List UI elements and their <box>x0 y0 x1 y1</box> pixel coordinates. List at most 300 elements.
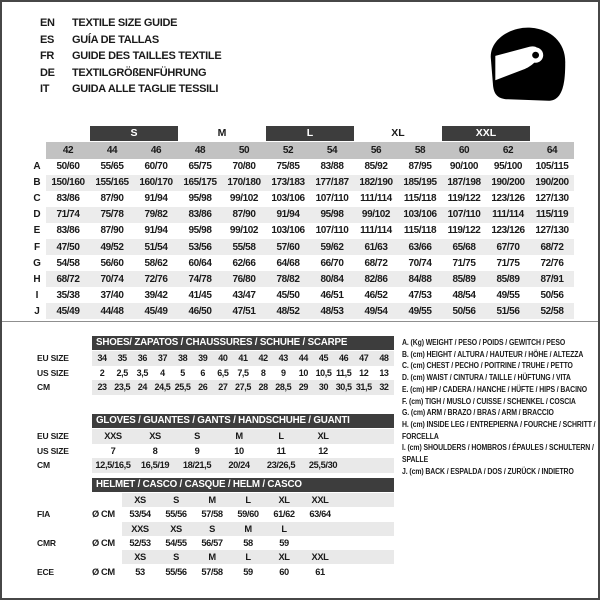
measurement-value: 68/72 <box>364 257 388 269</box>
size-number: 42 <box>46 142 90 159</box>
measurement-value: 52/58 <box>530 303 574 319</box>
measurement-value: 91/94 <box>144 225 168 237</box>
measurement-value: 71/75 <box>496 257 520 269</box>
row-label: US SIZE <box>37 445 69 456</box>
size-value: 58 <box>243 538 253 549</box>
size-value: 37 <box>157 353 168 364</box>
language-title: GUIDA ALLE TAGLIE TESSILI <box>72 83 219 96</box>
helmet-table-row <box>92 550 394 564</box>
size-value: 26 <box>198 382 208 393</box>
size-value: 10 <box>234 445 244 456</box>
measurement-value: 187/198 <box>442 175 486 191</box>
size-value: 48 <box>379 353 389 364</box>
measurement-value: 76/80 <box>222 271 266 287</box>
measurement-value: 95/98 <box>310 207 354 223</box>
legend-entry: I. (cm) SHOULDERS / HOMBROS / ÉPAULES / SCHULTERN / SPALLE <box>402 443 594 465</box>
textile-size-table <box>28 123 574 319</box>
size-value: 36 <box>137 353 147 364</box>
measurement-value: 79/82 <box>134 207 178 223</box>
measurement-value: 87/90 <box>100 193 124 205</box>
measurement-value: 119/122 <box>447 193 481 205</box>
size-value: 25,5 <box>174 382 191 393</box>
language-code: DE <box>40 66 55 79</box>
size-number: 44 <box>90 142 134 159</box>
measurement-value: 48/53 <box>310 303 354 319</box>
shoes-table-row <box>92 380 394 395</box>
size-value: 46 <box>339 353 349 364</box>
measurement-value: 87/91 <box>530 271 574 287</box>
helmet-table-row <box>92 536 394 550</box>
size-value: 44 <box>298 353 308 364</box>
size-value: L <box>230 493 266 507</box>
measurement-value: 46/51 <box>320 289 344 301</box>
measurement-value: 111/114 <box>486 207 530 223</box>
shoes-table-row <box>92 351 394 366</box>
measurement-value: 46/52 <box>364 289 388 301</box>
size-value: 53/54 <box>129 509 151 520</box>
size-value: 61 <box>315 566 325 577</box>
measurement-key: B <box>33 177 41 189</box>
language-item <box>40 32 221 49</box>
legend-entry: G. (cm) ARM / BRAZO / BRAS / ARM / BRACCIO <box>402 408 554 418</box>
measurement-value: 155/165 <box>90 175 134 191</box>
measurement-value: 99/102 <box>229 225 259 237</box>
measurement-value: 51/54 <box>134 239 178 255</box>
size-value: 60 <box>279 566 289 577</box>
size-value: 47 <box>359 353 369 364</box>
measurement-value: 91/94 <box>144 193 168 205</box>
measurement-value: 53/56 <box>178 239 222 255</box>
measurement-value: 87/95 <box>408 161 432 173</box>
measurement-value: 160/170 <box>134 175 178 191</box>
measurement-value: 48/52 <box>266 303 310 319</box>
row-label: EU SIZE <box>37 431 69 442</box>
measurement-value: 49/54 <box>354 303 398 319</box>
gloves-table-row <box>92 429 394 444</box>
size-value: 59 <box>243 566 253 577</box>
measurement-value: 75/85 <box>276 161 300 173</box>
size-value: 57/58 <box>201 509 223 520</box>
measurement-row <box>28 239 574 255</box>
size-value: 30 <box>318 382 329 393</box>
measurement-value: 83/86 <box>56 225 80 237</box>
size-value: 7,5 <box>237 367 249 378</box>
measurement-value: 95/98 <box>188 225 212 237</box>
size-value: 28,5 <box>275 382 292 393</box>
measurement-value: 127/130 <box>535 225 569 237</box>
measurement-value: 85/92 <box>364 161 388 173</box>
language-title-list <box>40 15 221 98</box>
size-value: 23 <box>97 382 107 393</box>
unit-label: Ø CM <box>92 509 115 520</box>
measurement-value: 63/66 <box>398 239 442 255</box>
measurement-value: 54/58 <box>56 257 80 269</box>
measurement-value: 150/160 <box>46 175 90 191</box>
size-value: M <box>230 522 266 536</box>
size-number: 50 <box>222 142 266 159</box>
size-value: 16,5/19 <box>140 460 170 471</box>
gloves-table-row <box>92 444 394 459</box>
size-value: 34 <box>97 353 107 364</box>
size-value: 32 <box>379 382 389 393</box>
size-value: 5 <box>180 367 185 378</box>
size-group-label: S <box>90 126 178 141</box>
size-value: 7 <box>110 445 116 456</box>
size-value: 31,5 <box>355 382 372 393</box>
size-value: 18/21,5 <box>182 460 212 471</box>
size-value: XL <box>317 431 329 442</box>
measurement-value: 68/72 <box>530 239 574 255</box>
size-value: XL <box>266 550 302 564</box>
measurement-value: 48/54 <box>452 289 476 301</box>
size-value: 12,5/16,5 <box>95 460 131 471</box>
measurement-value: 43/47 <box>232 289 256 301</box>
row-label: EU SIZE <box>37 353 69 364</box>
row-label <box>37 522 92 536</box>
row-label <box>37 493 92 507</box>
size-value: 59/60 <box>237 509 259 520</box>
language-code: IT <box>40 83 50 96</box>
measurement-value: 105/115 <box>535 161 569 173</box>
size-value: 29 <box>298 382 308 393</box>
language-title: TEXTILE SIZE GUIDE <box>72 17 178 30</box>
corner-spacer <box>28 142 46 159</box>
measurement-value: 62/66 <box>232 257 256 269</box>
size-value: 53 <box>135 566 145 577</box>
size-value: 4 <box>160 367 165 378</box>
size-number: 58 <box>398 142 442 159</box>
measurement-key: H <box>33 273 41 285</box>
label-spacer <box>37 414 92 429</box>
size-value: S <box>158 550 194 564</box>
size-value: 45 <box>318 353 329 364</box>
measurement-value: 68/72 <box>46 271 90 287</box>
measurement-key: G <box>33 257 41 269</box>
unit-label: Ø CM <box>92 566 115 577</box>
gloves-table-grid <box>37 414 394 473</box>
size-value: XXL <box>302 550 338 564</box>
legend-entry: H. (cm) INSIDE LEG / ENTREPIERNA / FOURCHE / SCHRITT / FORCELLA <box>402 419 596 441</box>
section-divider <box>2 321 600 322</box>
size-value: L <box>230 550 266 564</box>
measurement-value: 47/53 <box>408 289 432 301</box>
size-value: 59 <box>279 538 289 549</box>
size-value: 13 <box>379 367 389 378</box>
size-value: 63/64 <box>309 509 331 520</box>
size-value: 25,5/30 <box>308 460 338 471</box>
measurement-value: 70/80 <box>232 161 256 173</box>
measurement-value: 64/68 <box>276 257 300 269</box>
language-item <box>40 65 221 82</box>
measurement-value: 70/74 <box>90 271 134 287</box>
measurement-key: E <box>33 225 41 237</box>
size-value: L <box>278 431 284 442</box>
measurement-value: 49/55 <box>398 303 442 319</box>
size-value: 2,5 <box>116 367 128 378</box>
language-code: FR <box>40 50 55 63</box>
measurement-value: 103/106 <box>271 225 305 237</box>
measurement-value: 115/118 <box>403 225 437 237</box>
measurement-value: 107/110 <box>315 193 349 205</box>
size-value: 40 <box>218 353 228 364</box>
measurement-value: 95/100 <box>493 161 523 173</box>
size-value: XS <box>149 431 161 442</box>
legend-entry: J. (cm) BACK / ESPALDA / DOS / ZURÜCK / INDIETRO <box>402 466 574 476</box>
size-value: 30,5 <box>335 382 352 393</box>
size-number: 62 <box>486 142 530 159</box>
measurement-value: 99/102 <box>229 193 259 205</box>
measurement-value: 60/64 <box>188 257 212 269</box>
size-value: 23/26,5 <box>266 460 296 471</box>
measurement-value: 57/60 <box>266 239 310 255</box>
helmet-table-grid <box>37 478 394 579</box>
size-value: 57/58 <box>201 566 223 577</box>
size-group-label: L <box>266 126 354 141</box>
measurement-row <box>28 207 574 223</box>
measurement-value: 65/75 <box>188 161 212 173</box>
measurement-value: 50/56 <box>540 289 564 301</box>
measurement-value: 80/84 <box>310 271 354 287</box>
size-number: 52 <box>266 142 310 159</box>
measurement-value: 70/74 <box>408 257 432 269</box>
language-item <box>40 48 221 65</box>
size-value: 61/62 <box>273 509 295 520</box>
size-value: S <box>194 522 230 536</box>
size-value: M <box>194 550 230 564</box>
size-group-label: XXL <box>442 126 530 141</box>
measurement-key: F <box>33 241 41 253</box>
measurement-value: 58/62 <box>144 257 168 269</box>
measurement-value: 85/89 <box>486 271 530 287</box>
measurement-row <box>28 223 574 239</box>
size-value: 12 <box>359 367 369 378</box>
legend-entry: B. (cm) HEIGHT / ALTURA / HAUTEUR / HÖHE / ALTEZZA <box>402 349 584 359</box>
size-number: 64 <box>530 142 574 159</box>
filler-cell <box>338 522 394 536</box>
measurement-key: J <box>34 305 40 317</box>
legend-entry: A. (Kg) WEIGHT / PESO / POIDS / GEWITCH / PESO <box>402 338 566 347</box>
measurement-value: 37/40 <box>100 289 124 301</box>
size-group-header-row <box>28 123 574 141</box>
measurement-value: 177/187 <box>310 175 354 191</box>
size-value: S <box>194 431 200 442</box>
measurement-row <box>28 175 574 191</box>
size-value: 20/24 <box>228 460 250 471</box>
helmet-table-row <box>92 493 394 507</box>
size-value: 52/53 <box>129 538 151 549</box>
measurement-value: 90/100 <box>449 161 479 173</box>
measurement-value: 111/114 <box>360 193 392 205</box>
measurement-value: 190/200 <box>530 175 574 191</box>
measurement-value: 99/102 <box>354 207 398 223</box>
language-item <box>40 81 221 98</box>
measurement-value: 123/126 <box>491 193 525 205</box>
measurement-value: 46/50 <box>178 303 222 319</box>
row-label: FIA <box>37 509 51 520</box>
size-number: 46 <box>134 142 178 159</box>
size-value: 27 <box>218 382 228 393</box>
size-value: M <box>194 493 230 507</box>
size-value: 43 <box>278 353 288 364</box>
measurement-value: 50/56 <box>442 303 486 319</box>
size-value: XS <box>122 550 158 564</box>
shoes-table-title: SHOES/ ZAPATOS / CHAUSSURES / SCHUHE / SCARPE <box>92 336 394 350</box>
measurement-value: 119/122 <box>447 225 481 237</box>
measurement-value: 49/55 <box>496 289 520 301</box>
size-value: 12 <box>318 445 328 456</box>
filler-cell <box>338 493 394 507</box>
helmet-icon <box>490 20 566 110</box>
measurement-value: 115/118 <box>403 193 437 205</box>
measurement-value: 47/50 <box>46 239 90 255</box>
size-value: 2 <box>99 367 105 378</box>
size-number: 56 <box>354 142 398 159</box>
size-group-label: M <box>217 127 227 139</box>
measurement-value: 78/82 <box>266 271 310 287</box>
measurement-value: 55/58 <box>222 239 266 255</box>
measurement-value: 51/56 <box>486 303 530 319</box>
measurement-value: 44/48 <box>90 303 134 319</box>
measurement-value: 65/68 <box>442 239 486 255</box>
size-value: XXS <box>104 431 122 442</box>
row-label: CM <box>37 460 50 471</box>
measurement-value: 71/74 <box>46 207 90 223</box>
label-spacer <box>37 336 92 351</box>
size-value: 42 <box>258 353 268 364</box>
measurement-value: 47/51 <box>222 303 266 319</box>
measurement-value: 87/90 <box>222 207 266 223</box>
gloves-size-table <box>37 414 394 473</box>
language-title: GUIDE DES TAILLES TEXTILE <box>72 50 222 63</box>
measurement-value: 103/106 <box>271 193 305 205</box>
label-spacer <box>37 478 92 493</box>
size-number-row <box>28 142 574 159</box>
language-item <box>40 15 221 32</box>
size-value: 38 <box>177 353 188 364</box>
row-label: US SIZE <box>37 367 69 378</box>
measurement-value: 66/70 <box>320 257 344 269</box>
measurement-value: 49/52 <box>90 239 134 255</box>
measurement-value: 82/86 <box>354 271 398 287</box>
size-value: XS <box>158 522 194 536</box>
measurement-value: 45/49 <box>46 303 90 319</box>
measurement-key: D <box>33 209 41 221</box>
helmet-size-table <box>37 478 394 579</box>
shoes-table-grid <box>37 336 394 395</box>
size-value: M <box>235 431 243 442</box>
filler-cell <box>338 550 394 564</box>
size-value: 28 <box>258 382 268 393</box>
measurement-key: I <box>35 289 39 301</box>
legend-entry: E. (cm) HIP / CADERA / HANCHE / HÜFTE / HIPS / BACINO <box>402 384 588 394</box>
size-value: 41 <box>238 353 248 364</box>
measurement-value: 60/70 <box>144 161 168 173</box>
legend-entry: F. (cm) TIGH / MUSLO / CUISSE / SCHENKEL / COSCIA <box>402 396 576 406</box>
language-title: GUÍA DE TALLAS <box>72 33 159 46</box>
row-label <box>37 550 92 564</box>
helmet-table-row <box>92 507 394 521</box>
size-value: 56/57 <box>201 538 223 549</box>
helmet-table-row <box>92 522 394 536</box>
measurement-value: 185/195 <box>398 175 442 191</box>
helmet-table-title: HELMET / CASCO / CASQUE / HELM / CASCO <box>92 478 394 492</box>
measurement-value: 103/106 <box>398 207 442 223</box>
size-number: 48 <box>178 142 222 159</box>
measurement-value: 127/130 <box>535 193 569 205</box>
size-value: 23,5 <box>114 382 131 393</box>
size-value: 11 <box>276 445 286 456</box>
size-group-label: XL <box>391 127 405 139</box>
measurement-value: 61/63 <box>354 239 398 255</box>
measurement-value: 50/60 <box>56 161 80 173</box>
measurement-legend <box>402 337 600 477</box>
measurement-value: 107/110 <box>315 225 349 237</box>
size-value: 10 <box>298 367 308 378</box>
size-value: L <box>266 522 302 536</box>
size-value: 11,5 <box>335 367 352 378</box>
size-value: 35 <box>117 353 127 364</box>
measurement-value: 87/90 <box>100 225 124 237</box>
size-value: S <box>158 493 194 507</box>
size-value: 9 <box>280 367 286 378</box>
measurement-value: 165/175 <box>178 175 222 191</box>
measurement-value: 39/42 <box>144 289 168 301</box>
size-value: 6,5 <box>217 367 229 378</box>
measurement-value: 83/88 <box>320 161 344 173</box>
size-value <box>302 522 338 536</box>
measurement-row <box>28 159 574 175</box>
row-label: CMR <box>37 538 56 549</box>
size-value: 3,5 <box>136 367 148 378</box>
measurement-row <box>28 255 574 271</box>
size-value: 27,5 <box>235 382 251 393</box>
measurement-value: 45/50 <box>276 289 300 301</box>
measurement-value: 35/38 <box>56 289 80 301</box>
shoes-table-row <box>92 366 394 381</box>
language-code: EN <box>40 17 55 30</box>
size-value: 54/55 <box>165 538 187 549</box>
size-value: 24,5 <box>154 382 171 393</box>
measurement-row <box>28 191 574 207</box>
size-value: 55/56 <box>165 566 187 577</box>
measurement-value: 115/119 <box>530 207 574 223</box>
size-value: XXL <box>302 493 338 507</box>
measurement-value: 83/86 <box>56 193 80 205</box>
size-value: 9 <box>194 445 200 456</box>
measurement-value: 85/89 <box>442 271 486 287</box>
gloves-table-row <box>92 458 394 473</box>
measurement-value: 59/62 <box>310 239 354 255</box>
language-code: ES <box>40 33 55 46</box>
measurement-value: 72/76 <box>540 257 564 269</box>
measurement-value: 95/98 <box>188 193 212 205</box>
measurement-value: 74/78 <box>178 271 222 287</box>
measurement-key: C <box>33 193 41 205</box>
language-title: TEXTILGRÖßENFÜHRUNG <box>72 66 207 79</box>
measurement-row <box>28 271 574 287</box>
measurement-value: 182/190 <box>354 175 398 191</box>
measurement-value: 84/88 <box>398 271 442 287</box>
measurement-value: 83/86 <box>178 207 222 223</box>
measurement-value: 55/65 <box>100 161 124 173</box>
measurement-value: 45/49 <box>134 303 178 319</box>
measurement-value: 67/70 <box>486 239 530 255</box>
size-number: 60 <box>442 142 486 159</box>
size-value: XXS <box>122 522 158 536</box>
measurement-value: 56/60 <box>100 257 124 269</box>
measurement-key: A <box>33 161 41 173</box>
measurement-value: 107/110 <box>442 207 486 223</box>
